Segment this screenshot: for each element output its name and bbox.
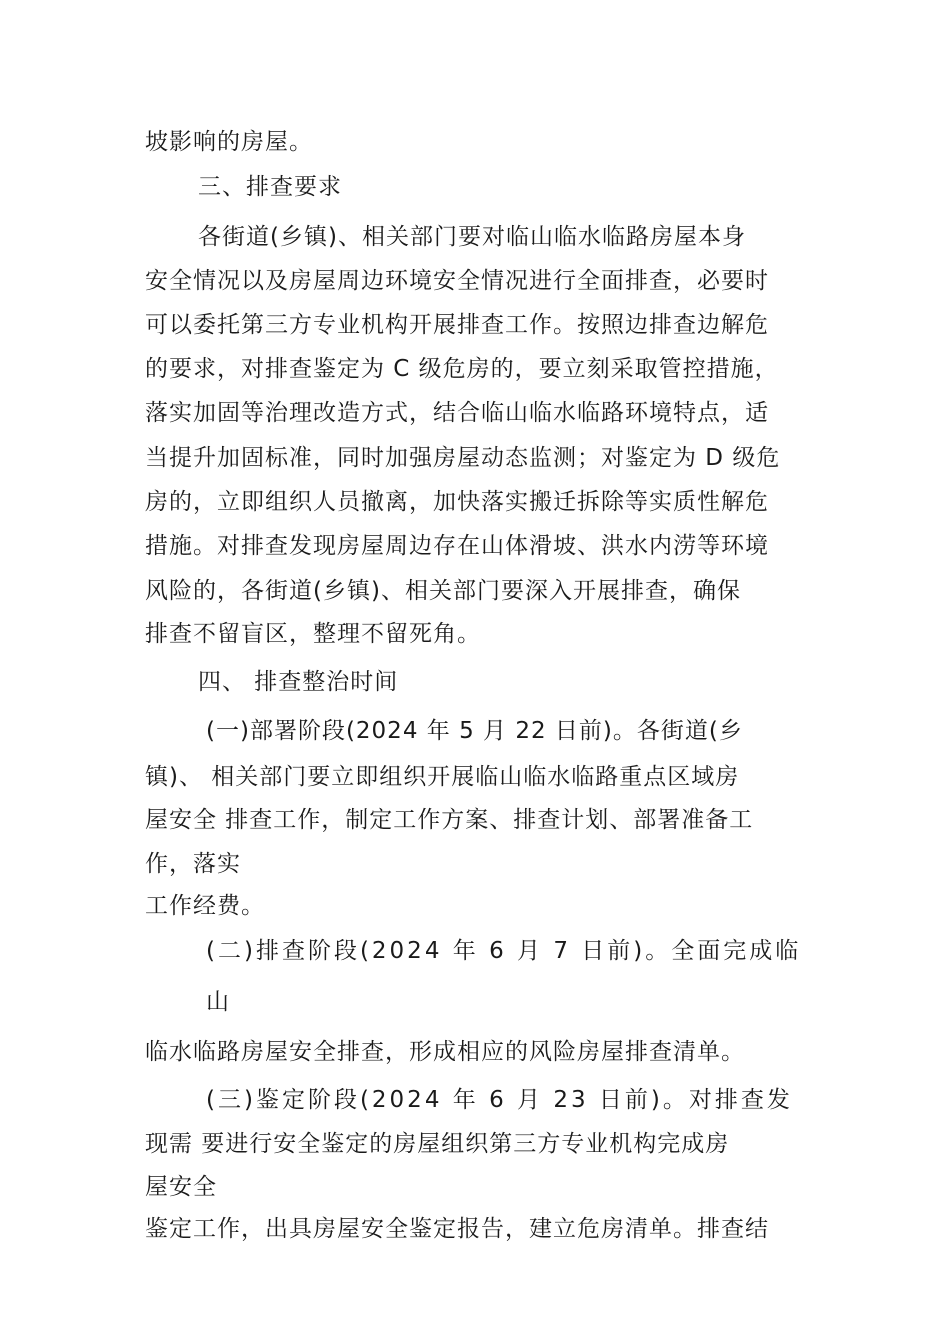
- section-heading: 三、排查要求: [198, 174, 342, 200]
- text-line: (三)鉴定阶段(2024 年 6 月 23 日前)。对排查发: [206, 1087, 793, 1113]
- text-line: 各街道(乡镇)、相关部门要对临山临水临路房屋本身: [198, 224, 746, 250]
- text-line: 风险的，各街道(乡镇)、相关部门要深入开展排查，确保: [145, 578, 741, 604]
- text-line: 屋安全 排查工作，制定工作方案、排查计划、部署准备工: [145, 807, 754, 833]
- text-line: 当提升加固标准，同时加强房屋动态监测；对鉴定为 D 级危: [145, 445, 781, 471]
- text-line: 屋安全: [145, 1174, 217, 1200]
- text-line: 镇)、 相关部门要立即组织开展临山临水临路重点区域房: [145, 764, 740, 790]
- text-line: 落实加固等治理改造方式，结合临山临水临路环境特点，适: [145, 400, 769, 426]
- text-line: 鉴定工作，出具房屋安全鉴定报告，建立危房清单。排查结: [145, 1216, 769, 1242]
- text-line: 临水临路房屋安全排查，形成相应的风险房屋排查清单。: [145, 1039, 745, 1065]
- section-heading: 四、 排查整治时间: [198, 669, 399, 695]
- text-line: 工作经费。: [145, 893, 265, 919]
- text-line: 可以委托第三方专业机构开展排查工作。按照边排查边解危: [145, 312, 769, 338]
- text-line: (一)部署阶段(2024 年 5 月 22 日前)。各街道(乡: [206, 718, 743, 744]
- text-line: 排查不留盲区，整理不留死角。: [145, 621, 481, 647]
- text-line: 的要求，对排查鉴定为 C 级危房的，要立刻采取管控措施，: [145, 356, 779, 382]
- text-line: 坡影响的房屋。: [145, 129, 313, 155]
- text-line: (二)排查阶段(2024 年 6 月 7 日前)。全面完成临: [206, 938, 802, 964]
- text-line: 安全情况以及房屋周边环境安全情况进行全面排查，必要时: [145, 268, 769, 294]
- text-line: 房的，立即组织人员撤离，加快落实搬迁拆除等实质性解危: [145, 489, 769, 515]
- text-line: 山: [206, 989, 230, 1015]
- text-line: 作，落实: [145, 851, 241, 877]
- text-line: 措施。对排查发现房屋周边存在山体滑坡、洪水内涝等环境: [145, 533, 769, 559]
- text-line: 现需 要进行安全鉴定的房屋组织第三方专业机构完成房: [145, 1131, 730, 1157]
